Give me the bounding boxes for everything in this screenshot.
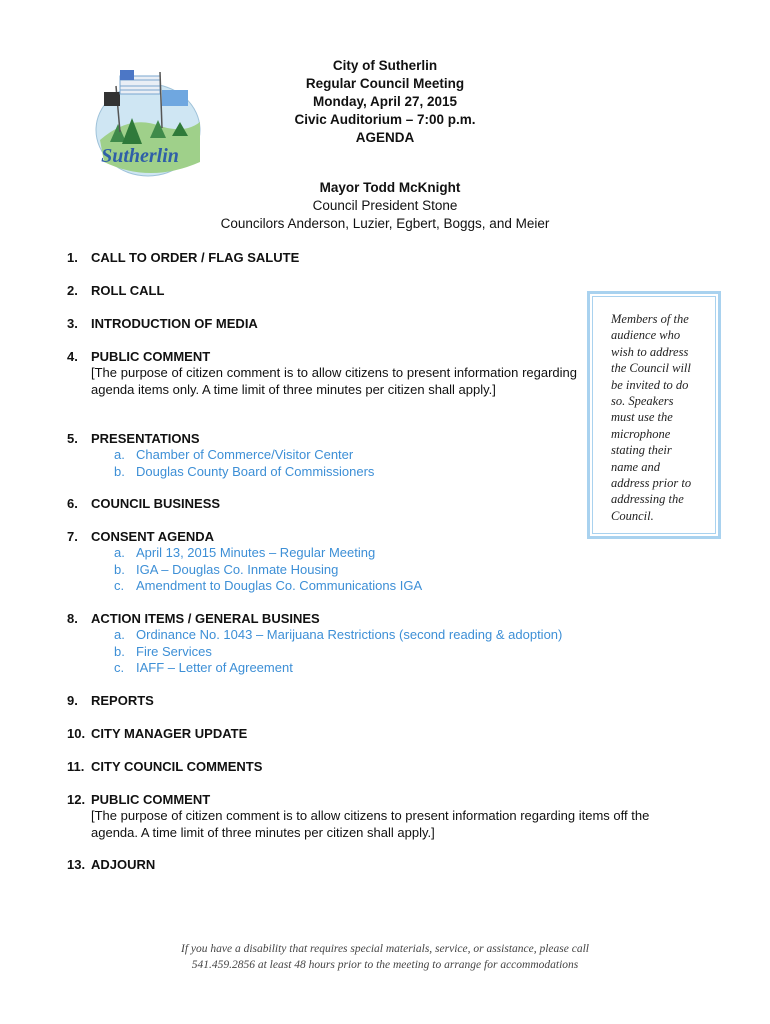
- item-number: 12.: [67, 792, 86, 807]
- item-number: 8.: [67, 611, 78, 626]
- item-title: PUBLIC COMMENT: [91, 349, 211, 364]
- item-title: CONSENT AGENDA: [91, 529, 215, 544]
- agenda-item: [67, 692, 667, 709]
- item-number: 13.: [67, 857, 86, 872]
- sub-item-link[interactable]: c. IAFF – Letter of Agreement: [114, 660, 293, 675]
- item-number: 6.: [67, 496, 78, 511]
- item-number: 5.: [67, 431, 78, 446]
- item-title: CITY MANAGER UPDATE: [91, 726, 248, 741]
- officials-block: [0, 179, 770, 233]
- agenda-item: [67, 725, 667, 742]
- item-description: [The purpose of citizen comment is to allow citizens to present information regarding items off the agenda. A time limit of three minutes per citizen shall apply.]: [91, 808, 650, 840]
- item-title: ACTION ITEMS / GENERAL BUSINES: [91, 611, 320, 626]
- item-title: INTRODUCTION OF MEDIA: [91, 316, 258, 331]
- sub-item-list: [114, 447, 667, 480]
- city-name: City of Sutherlin: [332, 58, 438, 73]
- agenda-item: [67, 610, 667, 677]
- agenda-item: [67, 249, 667, 266]
- meeting-date: Monday, April 27, 2015: [312, 94, 458, 109]
- meeting-header: [0, 57, 770, 147]
- item-title: REPORTS: [91, 693, 154, 708]
- item-number: 4.: [67, 349, 78, 364]
- agenda-item: [67, 348, 667, 398]
- agenda-item: [67, 282, 667, 299]
- public-notice-text: Members of the audience who wish to address the Council will be invited to do so. Speakers must use the microphone stating their name and address prior to addressing the Council.: [592, 296, 716, 534]
- agenda-item: [67, 791, 667, 841]
- sub-item-link[interactable]: b. Fire Services: [114, 643, 212, 659]
- document-title: AGENDA: [355, 130, 415, 145]
- footer-line: 541.459.2856 at least 48 hours prior to the meeting to arrange for accommodations: [191, 959, 579, 971]
- item-number: 10.: [67, 726, 86, 741]
- item-number: 2.: [67, 283, 78, 298]
- accessibility-footer: [0, 941, 770, 973]
- meeting-type: Regular Council Meeting: [305, 76, 465, 91]
- item-number: 1.: [67, 250, 78, 265]
- item-title: PRESENTATIONS: [91, 431, 200, 446]
- item-title: CALL TO ORDER / FLAG SALUTE: [91, 250, 300, 265]
- mayor-name: Mayor Todd McKnight: [319, 180, 461, 195]
- item-title: ADJOURN: [91, 857, 156, 872]
- item-number: 7.: [67, 529, 78, 544]
- sub-item-link[interactable]: c. Amendment to Douglas Co. Communications IGA: [114, 578, 423, 593]
- sub-item-link[interactable]: a. April 13, 2015 Minutes – Regular Meeting: [114, 545, 376, 560]
- item-title: ROLL CALL: [91, 283, 165, 298]
- agenda-item: [67, 528, 667, 595]
- councilors-list: Councilors Anderson, Luzier, Egbert, Boggs, and Meier: [220, 216, 550, 231]
- sub-item-link[interactable]: b. Douglas County Board of Commissioners: [114, 463, 375, 479]
- meeting-location: Civic Auditorium – 7:00 p.m.: [294, 112, 476, 127]
- item-title: CITY COUNCIL COMMENTS: [91, 759, 263, 774]
- footer-line: If you have a disability that requires special materials, service, or assistance, please call: [181, 943, 589, 955]
- sub-item-list: [114, 545, 667, 595]
- item-title: PUBLIC COMMENT: [91, 792, 211, 807]
- sub-item-list: [114, 627, 667, 677]
- agenda-item: [67, 315, 667, 332]
- item-description: [The purpose of citizen comment is to allow citizens to present information regarding agenda items only. A time limit of three minutes per citizen shall apply.]: [91, 365, 577, 397]
- logo-text: Sutherlin: [101, 145, 179, 167]
- sub-item-link[interactable]: a. Ordinance No. 1043 – Marijuana Restrictions (second reading & adoption): [114, 627, 563, 642]
- agenda-item: [67, 495, 667, 512]
- item-number: 3.: [67, 316, 78, 331]
- sub-item-link[interactable]: a. Chamber of Commerce/Visitor Center: [114, 447, 354, 462]
- agenda-item: [67, 856, 667, 873]
- agenda-item: [67, 430, 667, 480]
- item-title: COUNCIL BUSINESS: [91, 496, 221, 511]
- item-number: 11.: [67, 759, 85, 774]
- agenda-item: [67, 758, 667, 775]
- sub-item-link[interactable]: b. IGA – Douglas Co. Inmate Housing: [114, 561, 339, 577]
- public-notice-box: [587, 291, 721, 539]
- item-number: 9.: [67, 693, 78, 708]
- council-president: Council President Stone: [312, 198, 458, 213]
